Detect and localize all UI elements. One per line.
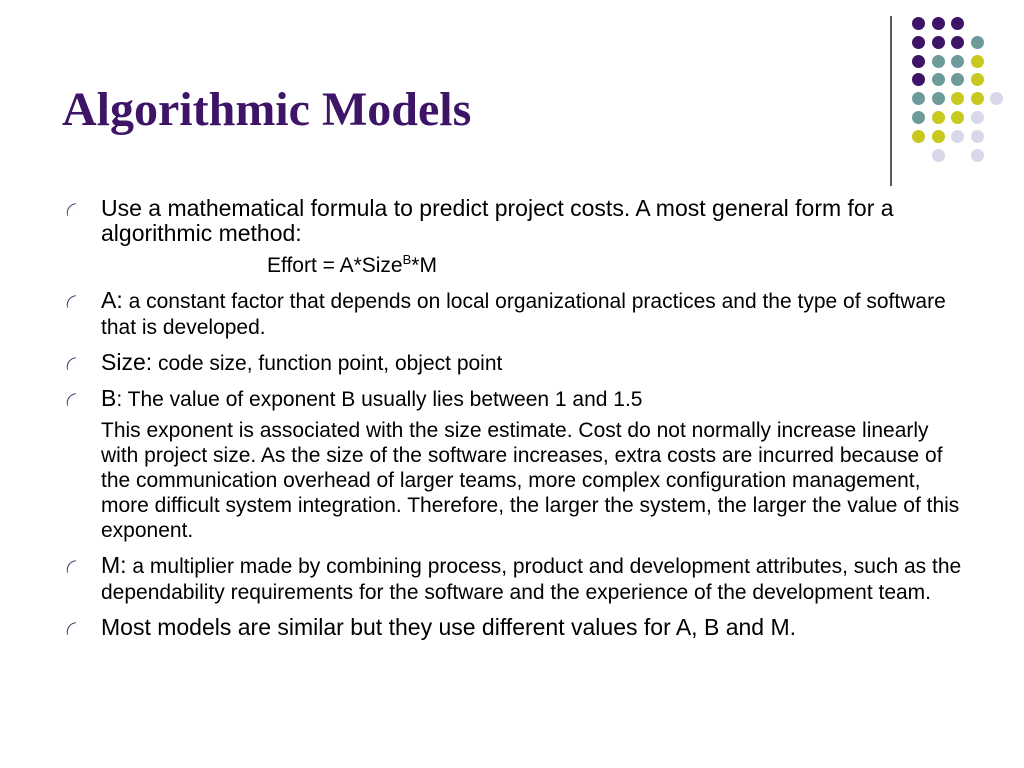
bullet-icon bbox=[65, 295, 78, 308]
formula-superscript: B bbox=[402, 252, 412, 267]
bullet-text: : The value of exponent B usually lies between 1 and 1.5 bbox=[116, 388, 643, 411]
exponent-note: This exponent is associated with the size estimate. Cost do not normally increase linearly with project size. As the size of the software increases, extra costs are incurred because of the communication overhead of larger teams, more complex configuration management, more difficult system integration. Therefore, the larger the system, the larger the value of this exponent. bbox=[101, 419, 960, 542]
bullet-item bbox=[62, 615, 962, 640]
decorative-dot bbox=[932, 73, 945, 86]
bullet-item bbox=[62, 196, 962, 246]
bullet-lead: A: bbox=[101, 287, 123, 313]
bullet-lead: B bbox=[101, 385, 117, 411]
formula-suffix: *M bbox=[411, 254, 437, 277]
formula bbox=[62, 253, 962, 278]
decorative-dot bbox=[912, 111, 925, 124]
decorative-dot bbox=[932, 36, 945, 49]
decorative-dot bbox=[971, 130, 984, 143]
bullet-list bbox=[62, 196, 962, 640]
decorative-dot bbox=[912, 36, 925, 49]
decorative-dot bbox=[951, 130, 964, 143]
decorative-dot bbox=[932, 111, 945, 124]
slide-title: Algorithmic Models bbox=[62, 83, 472, 136]
decorative-dot bbox=[932, 17, 945, 30]
bullet-item bbox=[62, 350, 962, 376]
decorative-dot bbox=[951, 73, 964, 86]
decorative-dot bbox=[912, 17, 925, 30]
decorative-dot bbox=[912, 92, 925, 105]
bullet-lead: Size: bbox=[101, 349, 153, 375]
bullet-item bbox=[62, 553, 962, 605]
decorative-dot bbox=[951, 36, 964, 49]
decorative-dot bbox=[971, 92, 984, 105]
bullet-text: a multiplier made by combining process, product and development attributes, such as the dependability requirements for the software and the experience of the development team. bbox=[101, 555, 962, 604]
decorative-dot bbox=[990, 92, 1003, 105]
bullet-text: Most models are similar but they use different values for A, B and M. bbox=[101, 614, 797, 640]
bullet-lead: M: bbox=[101, 552, 127, 578]
decorative-dot bbox=[971, 36, 984, 49]
formula-prefix: Effort = A*Size bbox=[267, 254, 403, 277]
decorative-dot bbox=[912, 55, 925, 68]
decorative-dot bbox=[951, 92, 964, 105]
decorative-dot bbox=[932, 92, 945, 105]
decorative-dot bbox=[971, 55, 984, 68]
bullet-icon bbox=[65, 393, 78, 406]
bullet-icon bbox=[65, 203, 78, 216]
decorative-dot bbox=[912, 130, 925, 143]
bullet-icon bbox=[65, 560, 78, 573]
bullet-icon bbox=[65, 622, 78, 635]
decorative-dot bbox=[932, 130, 945, 143]
decorative-dot bbox=[971, 73, 984, 86]
decorative-dot bbox=[971, 111, 984, 124]
bullet-icon bbox=[65, 357, 78, 370]
decorative-dot bbox=[971, 149, 984, 162]
bullet-text: Use a mathematical formula to predict project costs. A most general form for a algorithmic method: bbox=[101, 195, 894, 246]
decorative-dot bbox=[932, 55, 945, 68]
decorative-dot bbox=[951, 111, 964, 124]
decorative-dot bbox=[951, 17, 964, 30]
decorative-dot bbox=[951, 55, 964, 68]
decorative-dot bbox=[932, 149, 945, 162]
divider-line bbox=[890, 16, 892, 186]
bullet-text: code size, function point, object point bbox=[152, 352, 503, 375]
decorative-dot bbox=[912, 73, 925, 86]
bullet-item bbox=[62, 288, 962, 340]
bullet-text: a constant factor that depends on local organizational practices and the type of software that is developed. bbox=[101, 290, 946, 339]
bullet-item bbox=[62, 386, 962, 412]
